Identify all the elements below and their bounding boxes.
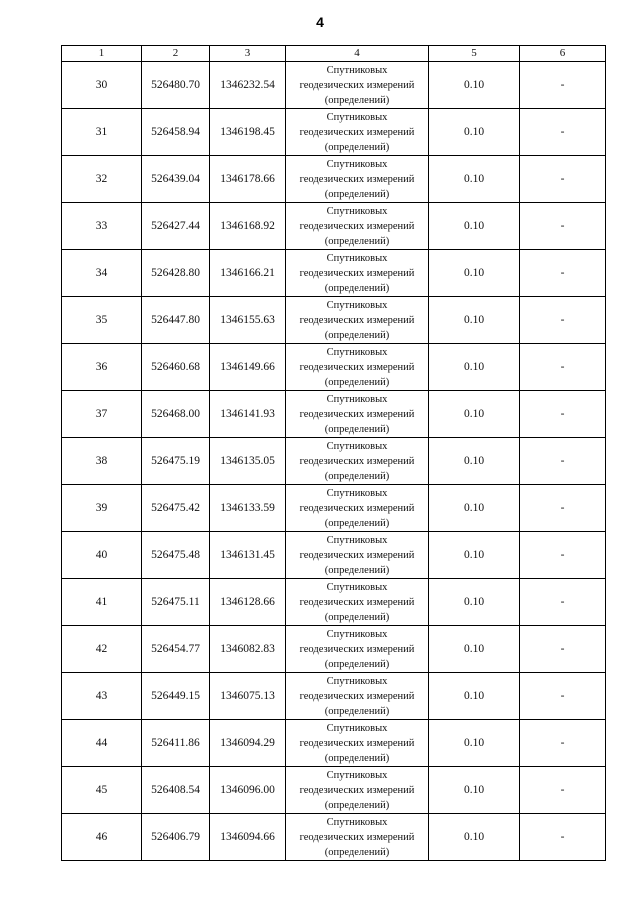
table-row [62,673,606,720]
method-line: (определений) [324,141,390,153]
coordinate-x: 526475.11 [142,579,210,626]
method-line: геодезических измерений [299,455,415,467]
method-line: Спутниковых [326,581,388,593]
page-number: 4 [316,14,324,30]
method-cell [286,250,429,297]
coordinate-x: 526449.15 [142,673,210,720]
method-cell [286,156,429,203]
table-row [62,203,606,250]
column-header: 4 [286,46,429,62]
coordinate-x: 526408.54 [142,767,210,814]
header-row [62,46,606,62]
method-line: Спутниковых [326,628,388,640]
coordinate-y: 1346166.21 [210,250,286,297]
method-cell [286,720,429,767]
method-line: геодезических измерений [299,643,415,655]
coordinate-y: 1346155.63 [210,297,286,344]
column-header: 5 [429,46,520,62]
accuracy: 0.10 [429,767,520,814]
description: - [520,344,606,391]
method-cell [286,626,429,673]
point-number: 35 [62,297,142,344]
accuracy: 0.10 [429,532,520,579]
description: - [520,109,606,156]
method-line: геодезических измерений [299,173,415,185]
description: - [520,297,606,344]
method-cell [286,673,429,720]
column-header: 2 [142,46,210,62]
accuracy: 0.10 [429,391,520,438]
method-line: Спутниковых [326,487,388,499]
coordinate-x: 526411.86 [142,720,210,767]
method-line: (определений) [324,423,390,435]
accuracy: 0.10 [429,438,520,485]
description: - [520,673,606,720]
description: - [520,579,606,626]
method-line: Спутниковых [326,158,388,170]
table-row [62,156,606,203]
method-line: Спутниковых [326,534,388,546]
method-cell [286,297,429,344]
coordinate-y: 1346131.45 [210,532,286,579]
coordinates-table [61,45,606,861]
point-number: 45 [62,767,142,814]
method-line: Спутниковых [326,111,388,123]
method-line: геодезических измерений [299,596,415,608]
table-row [62,250,606,297]
description: - [520,250,606,297]
coordinate-x: 526468.00 [142,391,210,438]
accuracy: 0.10 [429,720,520,767]
coordinate-y: 1346096.00 [210,767,286,814]
description: - [520,156,606,203]
accuracy: 0.10 [429,485,520,532]
table-row [62,767,606,814]
point-number: 46 [62,814,142,861]
description: - [520,720,606,767]
method-cell [286,344,429,391]
method-cell [286,485,429,532]
method-line: (определений) [324,282,390,294]
method-line: (определений) [324,376,390,388]
point-number: 39 [62,485,142,532]
coordinate-y: 1346094.29 [210,720,286,767]
method-line: Спутниковых [326,722,388,734]
coordinate-y: 1346135.05 [210,438,286,485]
description: - [520,626,606,673]
accuracy: 0.10 [429,156,520,203]
method-line: Спутниковых [326,252,388,264]
method-line: геодезических измерений [299,267,415,279]
method-line: (определений) [324,329,390,341]
coordinate-y: 1346232.54 [210,62,286,109]
table-row [62,579,606,626]
table-row [62,62,606,109]
table-row [62,720,606,767]
description: - [520,438,606,485]
method-cell [286,579,429,626]
coordinate-x: 526406.79 [142,814,210,861]
point-number: 38 [62,438,142,485]
accuracy: 0.10 [429,250,520,297]
coordinate-x: 526475.42 [142,485,210,532]
method-line: Спутниковых [326,675,388,687]
method-line: Спутниковых [326,346,388,358]
description: - [520,767,606,814]
coordinate-y: 1346178.66 [210,156,286,203]
coordinate-y: 1346094.66 [210,814,286,861]
description: - [520,485,606,532]
table-row [62,626,606,673]
method-cell [286,532,429,579]
point-number: 30 [62,62,142,109]
coordinate-x: 526447.80 [142,297,210,344]
description: - [520,203,606,250]
table-row [62,109,606,156]
method-line: Спутниковых [326,440,388,452]
method-line: (определений) [324,752,390,764]
point-number: 41 [62,579,142,626]
accuracy: 0.10 [429,62,520,109]
method-line: геодезических измерений [299,408,415,420]
coordinate-y: 1346133.59 [210,485,286,532]
table-row [62,344,606,391]
coordinate-y: 1346082.83 [210,626,286,673]
method-cell [286,109,429,156]
method-line: геодезических измерений [299,361,415,373]
coordinate-y: 1346168.92 [210,203,286,250]
method-line: Спутниковых [326,64,388,76]
method-line: Спутниковых [326,393,388,405]
coordinate-y: 1346149.66 [210,344,286,391]
method-line: геодезических измерений [299,784,415,796]
method-line: геодезических измерений [299,220,415,232]
point-number: 34 [62,250,142,297]
method-line: (определений) [324,799,390,811]
column-header: 1 [62,46,142,62]
method-line: (определений) [324,611,390,623]
description: - [520,62,606,109]
description: - [520,532,606,579]
method-cell [286,203,429,250]
coordinate-x: 526428.80 [142,250,210,297]
description: - [520,391,606,438]
method-line: (определений) [324,470,390,482]
method-line: (определений) [324,235,390,247]
table-row [62,438,606,485]
method-cell [286,62,429,109]
point-number: 32 [62,156,142,203]
method-line: Спутниковых [326,205,388,217]
method-line: (определений) [324,188,390,200]
point-number: 36 [62,344,142,391]
point-number: 43 [62,673,142,720]
method-line: геодезических измерений [299,502,415,514]
point-number: 44 [62,720,142,767]
method-line: (определений) [324,846,390,858]
point-number: 33 [62,203,142,250]
coordinate-y: 1346198.45 [210,109,286,156]
coordinate-x: 526475.48 [142,532,210,579]
coordinate-y: 1346128.66 [210,579,286,626]
accuracy: 0.10 [429,579,520,626]
table-row [62,814,606,861]
accuracy: 0.10 [429,203,520,250]
coordinate-x: 526454.77 [142,626,210,673]
table-row [62,485,606,532]
method-line: геодезических измерений [299,314,415,326]
table-row [62,391,606,438]
method-line: (определений) [324,705,390,717]
method-line: (определений) [324,517,390,529]
coordinate-x: 526427.44 [142,203,210,250]
method-line: геодезических измерений [299,549,415,561]
method-line: геодезических измерений [299,126,415,138]
accuracy: 0.10 [429,109,520,156]
method-line: геодезических измерений [299,690,415,702]
column-header: 6 [520,46,606,62]
point-number: 31 [62,109,142,156]
accuracy: 0.10 [429,297,520,344]
method-cell [286,391,429,438]
table-row [62,532,606,579]
point-number: 40 [62,532,142,579]
method-line: Спутниковых [326,299,388,311]
method-cell [286,438,429,485]
coordinate-y: 1346075.13 [210,673,286,720]
method-line: (определений) [324,658,390,670]
coordinate-y: 1346141.93 [210,391,286,438]
point-number: 37 [62,391,142,438]
method-line: Спутниковых [326,769,388,781]
method-line: (определений) [324,94,390,106]
coordinate-x: 526475.19 [142,438,210,485]
point-number: 42 [62,626,142,673]
method-line: (определений) [324,564,390,576]
method-line: Спутниковых [326,816,388,828]
method-cell [286,814,429,861]
method-line: геодезических измерений [299,737,415,749]
accuracy: 0.10 [429,626,520,673]
coordinate-x: 526458.94 [142,109,210,156]
column-header: 3 [210,46,286,62]
method-line: геодезических измерений [299,831,415,843]
accuracy: 0.10 [429,673,520,720]
coordinate-x: 526439.04 [142,156,210,203]
table-row [62,297,606,344]
accuracy: 0.10 [429,814,520,861]
method-cell [286,767,429,814]
coordinate-x: 526480.70 [142,62,210,109]
accuracy: 0.10 [429,344,520,391]
coordinate-x: 526460.68 [142,344,210,391]
method-line: геодезических измерений [299,79,415,91]
description: - [520,814,606,861]
